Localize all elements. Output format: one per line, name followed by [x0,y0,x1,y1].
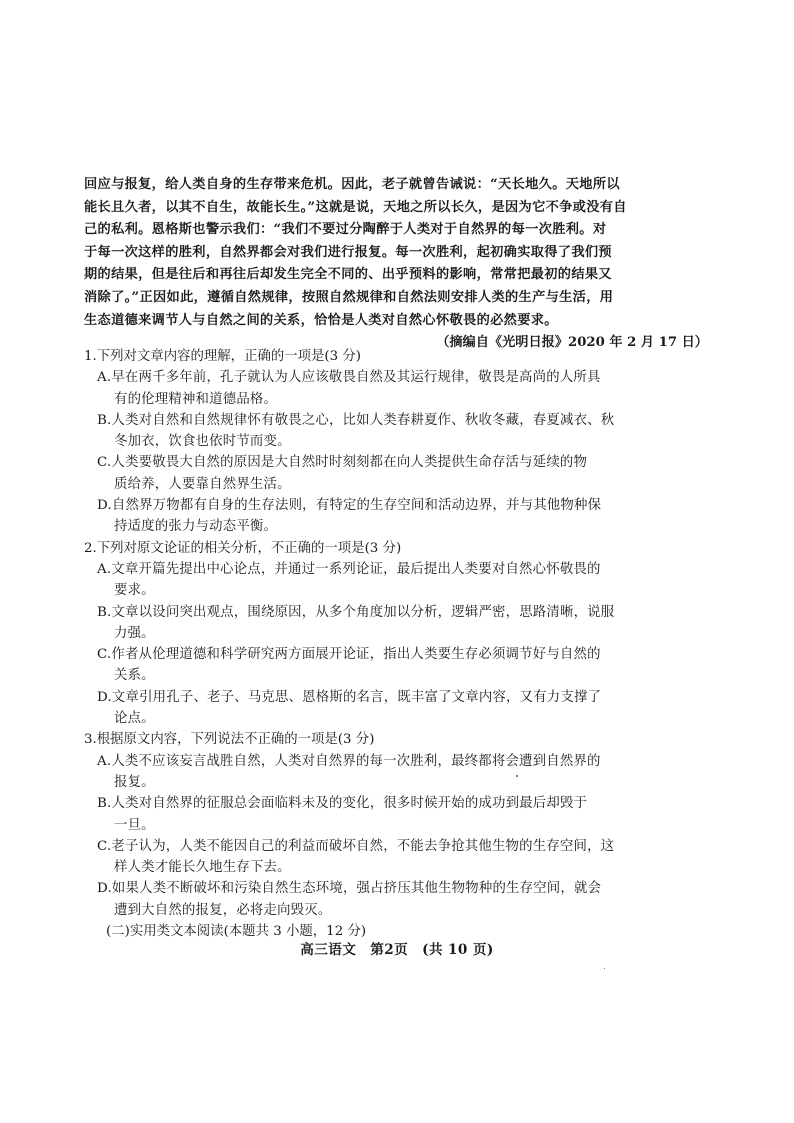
option-line: B.人类对自然界的征服总会面临料未及的变化，很多时候开始的成功到最后却毁于 [97,796,588,812]
question-3 [84,729,718,921]
option-line: C.作者从伦理道德和科学研究两方面展开论证，指出人类要生存必须调节好与自然的 [97,647,601,663]
passage-source: （摘编自《光明日报》2020 年 2 月 17 日） [436,335,708,351]
passage-line: 生态道德来调节人与自然之间的关系，恰恰是人类对自然心怀敬畏的必然要求。 [84,312,558,328]
option-a [84,751,718,794]
option-line: 质给养，人要靠自然界生活。 [114,476,291,492]
option-line: 要求。 [114,583,155,599]
passage-line: 己的私利。恩格斯也警示我们：“我们不要过分陶醉于人类对于自然界的每一次胜利。对 [84,222,607,238]
scan-speck [516,775,518,777]
option-line: B.文章以设问突出观点，围绕原因，从多个角度加以分析，逻辑严密，思路清晰，说服 [97,604,615,620]
question-1 [84,346,718,538]
option-line: 遭到大自然的报复，必将走向毁灭。 [114,902,332,918]
passage-line: 于每一次这样的胜利，自然界都会对我们进行报复。每一次胜利，起初确实取得了我们预 [84,244,612,260]
option-c [84,836,718,879]
option-line: 持适度的张力与动态平衡。 [114,519,278,535]
option-b [84,602,718,645]
passage-line: 消除了。”正因如此，遵循自然规律，按照自然规律和自然法则安排人类的生产与生活，用 [84,289,614,305]
option-a [84,559,718,602]
option-line: A.文章开篇先提出中心论点，并通过一系列论证，最后提出人类要对自然心怀敬畏的 [97,561,601,577]
page-footer: 高三语文 第2页 (共 10 页) [300,942,494,958]
reading-passage [84,174,714,354]
option-line: D.文章引用孔子、老子、马克思、恩格斯的名言，既丰富了文章内容，又有力支撑了 [97,689,602,705]
option-line: 力强。 [114,625,155,641]
passage-line: 回应与报复，给人类自身的生存带来危机。因此，老子就曾告诫说：“天长地久。天地所以 [84,177,620,192]
passage-line: 期的结果，但是往后和再往后却发生完全不同的、出乎预料的影响，常常把最初的结果又 [84,267,612,283]
option-d [84,878,718,921]
option-line: A.人类不应该妄言战胜自然，人类对自然界的每一次胜利，最终都将会遭到自然界的 [97,753,601,769]
option-line: 一旦。 [114,817,155,833]
option-b [84,793,718,836]
option-line: D.如果人类不断破坏和污染自然生态环境，强占挤压其他生物物种的生存空间，就会 [97,881,602,897]
question-stem: 2.下列对原文论证的相关分析，不正确的一项是(3 分) [84,540,402,556]
option-line: 论点。 [114,711,155,727]
option-d [84,687,718,730]
option-d [84,495,718,538]
question-stem: 1.下列对文章内容的理解，正确的一项是(3 分) [84,349,362,364]
question-list [84,346,718,942]
option-c [84,452,718,495]
option-line: A.早在两千多年前，孔子就认为人应该敬畏自然及其运行规律，敬畏是高尚的人所具 [97,370,601,386]
option-line: B.人类对自然和自然规律怀有敬畏之心，比如人类春耕夏作、秋收冬藏，春夏减衣、秋 [97,412,615,428]
question-stem: 3.根据原文内容，下列说法不正确的一项是(3 分) [84,732,375,748]
option-line: 冬加衣，饮食也依时节而变。 [114,434,291,450]
section-heading: (二)实用类文本阅读(本题共 3 小题，12 分) [106,924,367,940]
question-2 [84,538,718,730]
option-a [84,367,718,410]
option-line: C.老子认为，人类不能因自己的利益而破坏自然，不能去争抢其他生物的生存空间，这 [97,838,615,854]
option-line: D.自然界万物都有自身的生存法则，有特定的生存空间和活动边界，并与其他物种保 [97,498,602,514]
option-line: 有的伦理精神和道德品格。 [114,391,278,407]
option-b [84,410,718,453]
option-c [84,644,718,687]
option-line: 样人类才能长久地生存下去。 [114,860,291,876]
option-line: 关系。 [114,668,155,684]
option-line: 报复。 [114,774,155,790]
option-line: C.人类要敬畏大自然的原因是大自然时时刻刻都在向人类提供生命存活与延续的物 [97,455,588,471]
scan-speck [604,968,605,969]
passage-line: 能长且久者，以其不自生，故能长生。”这就是说，天地之所以长久，是因为它不争或没有自 [84,199,627,215]
